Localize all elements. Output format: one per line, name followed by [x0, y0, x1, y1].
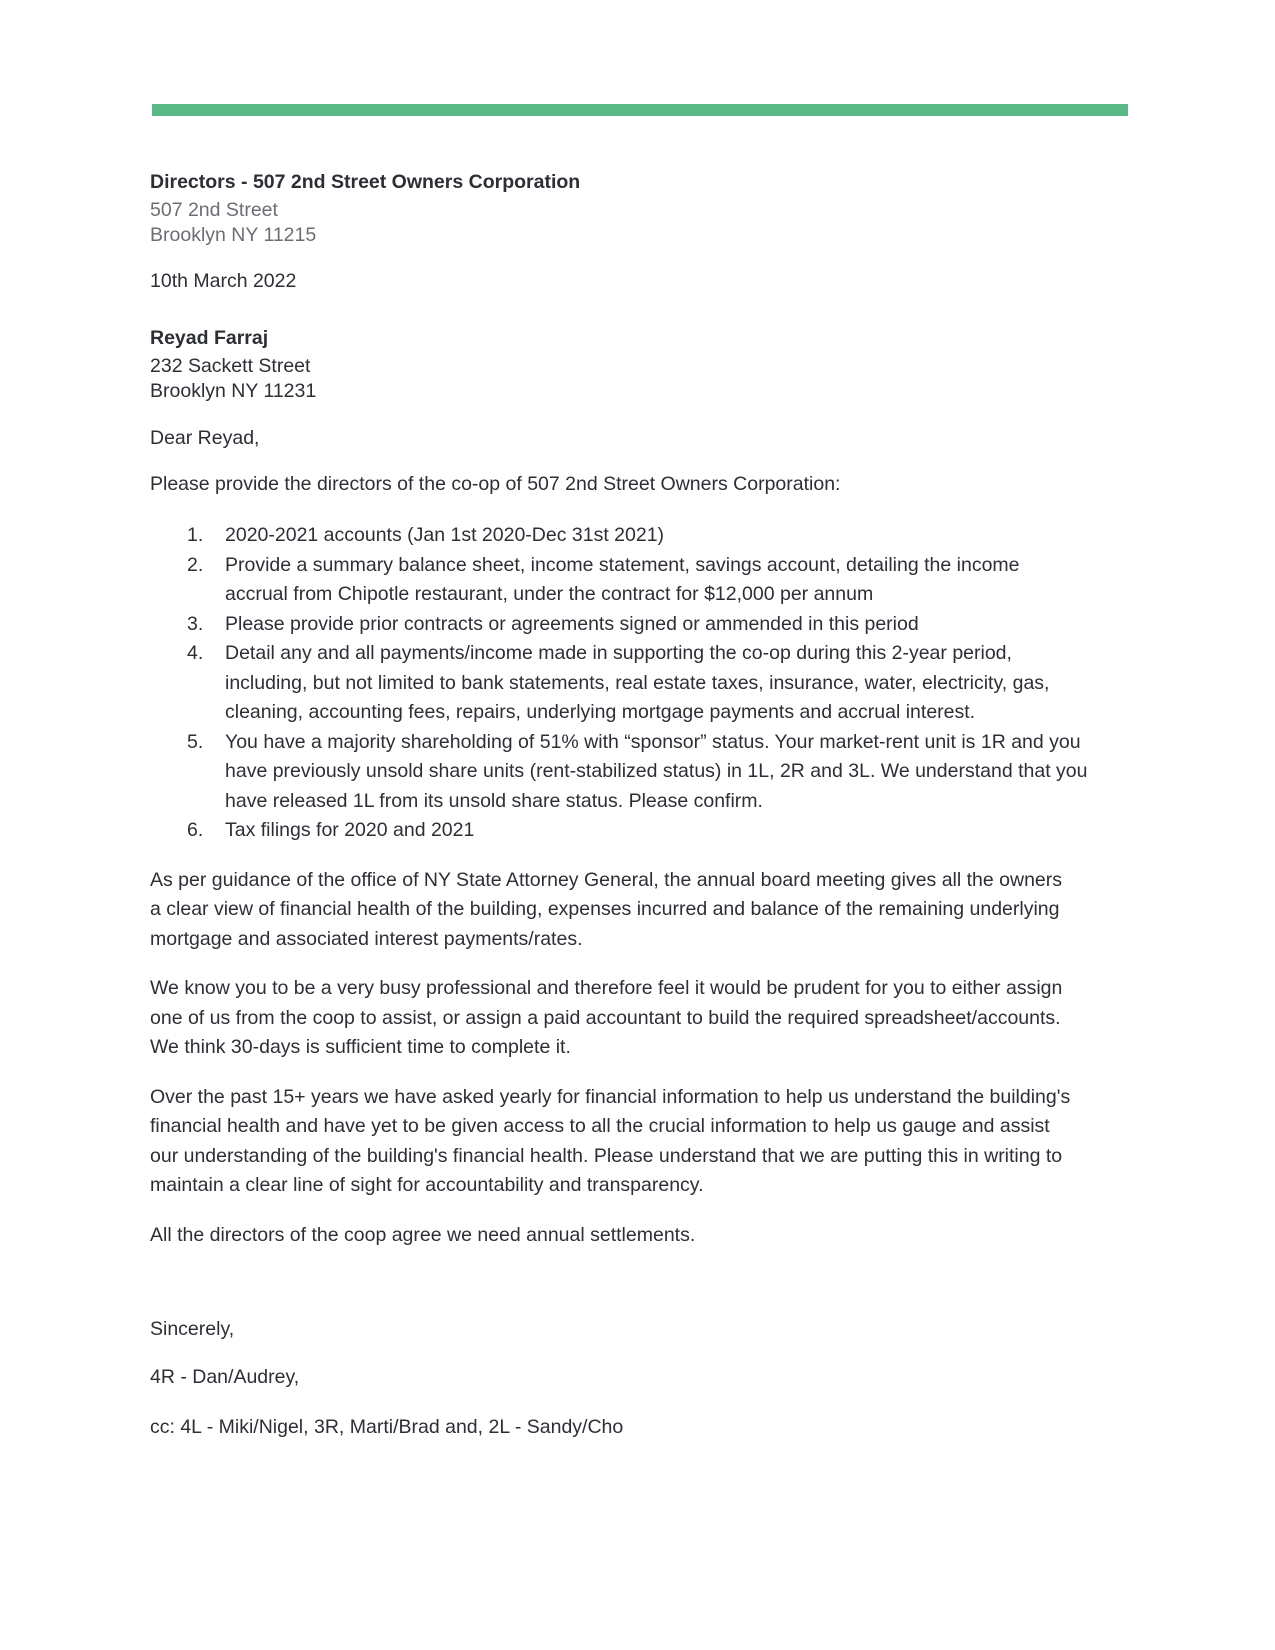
request-number: 6.	[187, 819, 204, 841]
request-text-line: have previously unsold share units (rent-stabilized status) in 1L, 2R and 3L. We understand that you	[225, 760, 1088, 782]
paragraph-line: our understanding of the building's financial health. Please understand that we are putting this in writing to	[150, 1144, 1063, 1167]
recipient-name: Reyad Farraj	[150, 327, 269, 349]
request-text-line: accrual from Chipotle restaurant, under the contract for $12,000 per annum	[225, 583, 874, 605]
request-text-line: cleaning, accounting fees, repairs, underlying mortgage payments and accrual interest.	[225, 701, 976, 723]
sender-name: Directors - 507 2nd Street Owners Corporation	[150, 171, 581, 193]
request-item	[150, 551, 1125, 610]
request-text-line: Please provide prior contracts or agreements signed or ammended in this period	[225, 612, 919, 635]
cc-line: cc: 4L - Miki/Nigel, 3R, Marti/Brad and, 2L - Sandy/Cho	[150, 1416, 624, 1438]
request-text-line: Detail any and all payments/income made in supporting the co-op during this 2-year period,	[225, 642, 1012, 664]
sender-address-line2: Brooklyn NY 11215	[150, 224, 317, 246]
request-text-line: You have a majority shareholding of 51% with “sponsor” status. Your market-rent unit is 1R and you	[225, 730, 1081, 753]
body-paragraph	[150, 1221, 1125, 1251]
request-text-line: 2020-2021 accounts (Jan 1st 2020-Dec 31st 2021)	[225, 524, 665, 546]
letter-body	[150, 168, 1125, 1440]
paragraph-line: financial health and have yet to be given access to all the crucial information to help us gauge and assist	[150, 1115, 1050, 1137]
recipient-address	[150, 354, 1125, 404]
request-number: 2.	[187, 553, 204, 576]
paragraph-line: a clear view of financial health of the building, expenses incurred and balance of the remaining underlying	[150, 898, 1060, 920]
request-item	[150, 521, 1125, 551]
body-paragraph	[150, 866, 1125, 955]
paragraph-line: maintain a clear line of sight for accountability and transparency.	[150, 1174, 704, 1196]
request-number: 4.	[187, 642, 204, 664]
paragraph-line: mortgage and associated interest payments/rates.	[150, 927, 583, 950]
request-number: 3.	[187, 612, 204, 635]
request-number: 1.	[187, 524, 204, 546]
sender-address-line1: 507 2nd Street	[150, 199, 278, 221]
paragraph-line: We know you to be a very busy professional and therefore feel it would be prudent for you to either assign	[150, 977, 1063, 999]
request-item	[150, 728, 1125, 817]
request-item	[150, 816, 1125, 846]
request-text-line: Provide a summary balance sheet, income statement, savings account, detailing the income	[225, 553, 1020, 576]
accent-bar	[152, 104, 1128, 116]
recipient-address-line2: Brooklyn NY 11231	[150, 380, 317, 402]
body-paragraphs	[150, 866, 1125, 1251]
request-text-line: including, but not limited to bank statements, real estate taxes, insurance, water, electricity, gas,	[225, 671, 1050, 694]
letter-date: 10th March 2022	[150, 270, 297, 292]
recipient-address-line1: 232 Sackett Street	[150, 355, 311, 377]
paragraph-line: Over the past 15+ years we have asked yearly for financial information to help us understand the building's	[150, 1085, 1071, 1108]
salutation: Dear Reyad,	[150, 427, 260, 449]
paragraph-line: one of us from the coop to assist, or assign a paid accountant to build the required spreadsheet/accounts.	[150, 1006, 1061, 1029]
request-list	[150, 521, 1125, 846]
request-text-line: Tax filings for 2020 and 2021	[225, 819, 475, 841]
paragraph-line: We think 30-days is sufficient time to complete it.	[150, 1036, 571, 1058]
body-paragraph	[150, 1083, 1125, 1201]
paragraph-line: As per guidance of the office of NY State Attorney General, the annual board meeting gives all the owners	[150, 868, 1063, 891]
request-text-line: have released 1L from its unsold share status. Please confirm.	[225, 789, 763, 812]
closing: Sincerely,	[150, 1318, 235, 1340]
intro-paragraph: Please provide the directors of the co-op of 507 2nd Street Owners Corporation:	[150, 473, 841, 495]
request-number: 5.	[187, 730, 204, 753]
signature: 4R - Dan/Audrey,	[150, 1366, 300, 1388]
sender-address	[150, 198, 1125, 248]
request-item	[150, 639, 1125, 728]
paragraph-line: All the directors of the coop agree we need annual settlements.	[150, 1223, 696, 1246]
body-paragraph	[150, 974, 1125, 1063]
request-item	[150, 610, 1125, 640]
